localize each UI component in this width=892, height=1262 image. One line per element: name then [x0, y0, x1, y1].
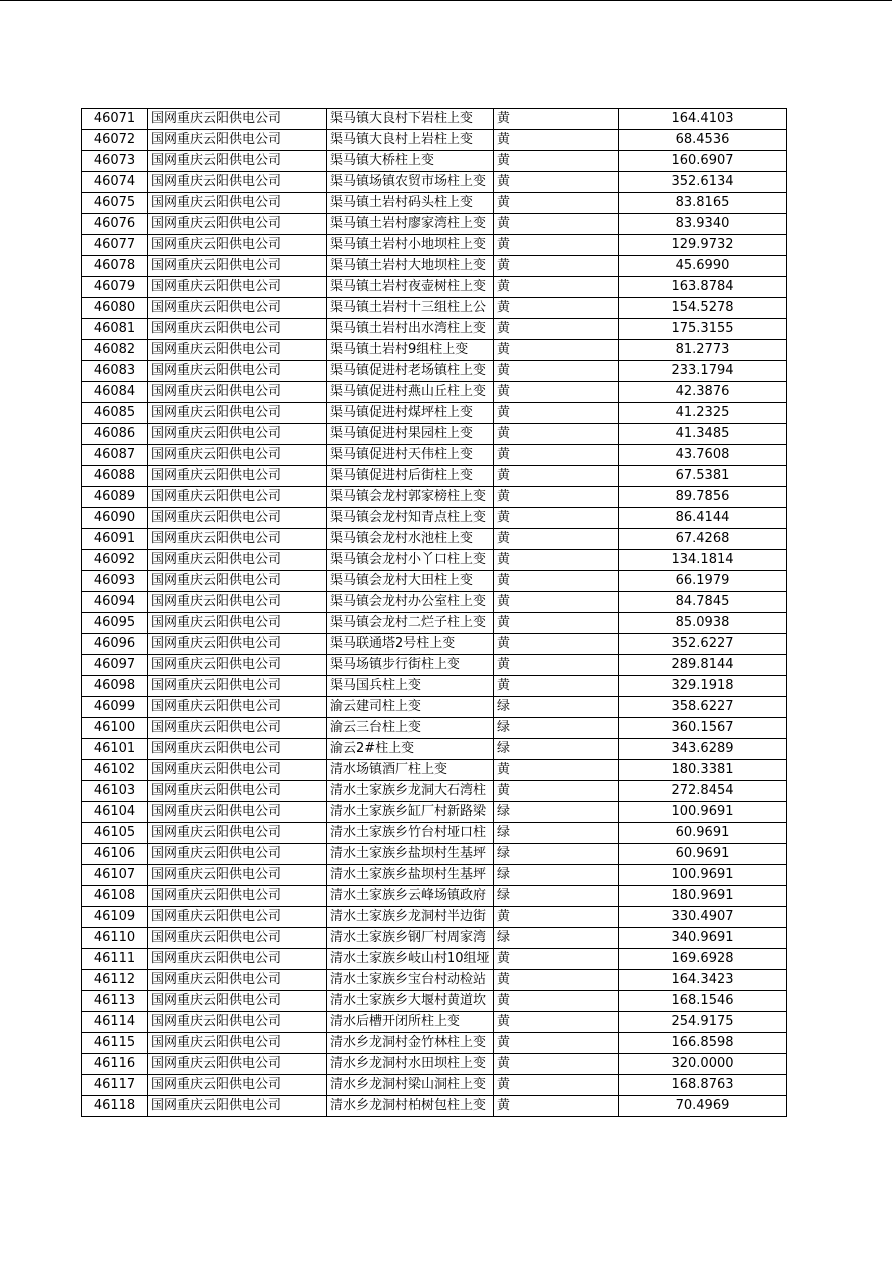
page-top-rule — [0, 0, 892, 1]
cell-grade: 黄 — [494, 130, 619, 151]
cell-transformer-name: 渠马镇促进村天伟柱上变 — [327, 445, 494, 466]
cell-value: 84.7845 — [619, 592, 787, 613]
cell-transformer-name: 渠马镇土岩村廖家湾柱上变 — [327, 214, 494, 235]
cell-id: 46071 — [82, 109, 148, 130]
cell-company: 国网重庆云阳供电公司 — [148, 676, 327, 697]
table-row — [82, 739, 787, 760]
cell-id: 46111 — [82, 949, 148, 970]
table-row — [82, 361, 787, 382]
cell-value: 320.0000 — [619, 1054, 787, 1075]
cell-value: 340.9691 — [619, 928, 787, 949]
cell-grade: 黄 — [494, 949, 619, 970]
table-row — [82, 655, 787, 676]
cell-id: 46091 — [82, 529, 148, 550]
cell-grade: 绿 — [494, 823, 619, 844]
cell-transformer-name: 清水土家族乡盐坝村生基坪 — [327, 865, 494, 886]
cell-company: 国网重庆云阳供电公司 — [148, 319, 327, 340]
cell-company: 国网重庆云阳供电公司 — [148, 277, 327, 298]
table-row — [82, 844, 787, 865]
cell-value: 89.7856 — [619, 487, 787, 508]
cell-transformer-name: 渠马联通塔2号柱上变 — [327, 634, 494, 655]
cell-transformer-name: 渠马镇促进村燕山丘柱上变 — [327, 382, 494, 403]
table-row — [82, 781, 787, 802]
cell-transformer-name: 渠马镇土岩村9组柱上变 — [327, 340, 494, 361]
cell-grade: 绿 — [494, 718, 619, 739]
cell-company: 国网重庆云阳供电公司 — [148, 424, 327, 445]
cell-company: 国网重庆云阳供电公司 — [148, 193, 327, 214]
cell-id: 46093 — [82, 571, 148, 592]
cell-transformer-name: 渠马镇促进村后街柱上变 — [327, 466, 494, 487]
cell-company: 国网重庆云阳供电公司 — [148, 760, 327, 781]
cell-grade: 黄 — [494, 256, 619, 277]
cell-value: 352.6227 — [619, 634, 787, 655]
table-row — [82, 1075, 787, 1096]
cell-grade: 黄 — [494, 676, 619, 697]
cell-id: 46089 — [82, 487, 148, 508]
cell-transformer-name: 渝云三台柱上变 — [327, 718, 494, 739]
cell-value: 352.6134 — [619, 172, 787, 193]
cell-id: 46079 — [82, 277, 148, 298]
cell-grade: 黄 — [494, 655, 619, 676]
cell-value: 83.8165 — [619, 193, 787, 214]
cell-value: 154.5278 — [619, 298, 787, 319]
cell-value: 233.1794 — [619, 361, 787, 382]
table-row — [82, 571, 787, 592]
cell-id: 46090 — [82, 508, 148, 529]
cell-id: 46118 — [82, 1096, 148, 1117]
cell-company: 国网重庆云阳供电公司 — [148, 865, 327, 886]
cell-company: 国网重庆云阳供电公司 — [148, 991, 327, 1012]
cell-id: 46106 — [82, 844, 148, 865]
cell-transformer-name: 渠马镇土岩村夜壶树柱上变 — [327, 277, 494, 298]
cell-transformer-name: 渠马镇促进村煤坪柱上变 — [327, 403, 494, 424]
cell-value: 60.9691 — [619, 823, 787, 844]
cell-id: 46085 — [82, 403, 148, 424]
cell-company: 国网重庆云阳供电公司 — [148, 781, 327, 802]
cell-grade: 黄 — [494, 466, 619, 487]
cell-id: 46102 — [82, 760, 148, 781]
cell-id: 46084 — [82, 382, 148, 403]
cell-company: 国网重庆云阳供电公司 — [148, 361, 327, 382]
cell-company: 国网重庆云阳供电公司 — [148, 340, 327, 361]
cell-id: 46099 — [82, 697, 148, 718]
cell-transformer-name: 渠马镇会龙村办公室柱上变 — [327, 592, 494, 613]
cell-value: 86.4144 — [619, 508, 787, 529]
cell-grade: 黄 — [494, 571, 619, 592]
cell-transformer-name: 渠马镇促进村果园柱上变 — [327, 424, 494, 445]
cell-transformer-name: 清水土家族乡大堰村黄道坎 — [327, 991, 494, 1012]
cell-transformer-name: 清水土家族乡竹台村垭口柱 — [327, 823, 494, 844]
cell-value: 60.9691 — [619, 844, 787, 865]
cell-value: 160.6907 — [619, 151, 787, 172]
cell-value: 360.1567 — [619, 718, 787, 739]
cell-value: 175.3155 — [619, 319, 787, 340]
cell-company: 国网重庆云阳供电公司 — [148, 718, 327, 739]
cell-transformer-name: 渠马镇土岩村小地坝柱上变 — [327, 235, 494, 256]
cell-company: 国网重庆云阳供电公司 — [148, 823, 327, 844]
cell-value: 41.3485 — [619, 424, 787, 445]
cell-grade: 黄 — [494, 1075, 619, 1096]
cell-company: 国网重庆云阳供电公司 — [148, 886, 327, 907]
cell-value: 164.4103 — [619, 109, 787, 130]
cell-transformer-name: 渠马国兵柱上变 — [327, 676, 494, 697]
cell-transformer-name: 清水乡龙洞村梁山洞柱上变 — [327, 1075, 494, 1096]
table-row — [82, 1096, 787, 1117]
cell-id: 46101 — [82, 739, 148, 760]
cell-id: 46072 — [82, 130, 148, 151]
cell-grade: 黄 — [494, 907, 619, 928]
cell-company: 国网重庆云阳供电公司 — [148, 592, 327, 613]
cell-value: 329.1918 — [619, 676, 787, 697]
cell-company: 国网重庆云阳供电公司 — [148, 151, 327, 172]
cell-grade: 黄 — [494, 613, 619, 634]
cell-company: 国网重庆云阳供电公司 — [148, 487, 327, 508]
cell-company: 国网重庆云阳供电公司 — [148, 235, 327, 256]
cell-transformer-name: 渠马镇大良村下岩柱上变 — [327, 109, 494, 130]
table-row — [82, 109, 787, 130]
cell-transformer-name: 清水场镇酒厂柱上变 — [327, 760, 494, 781]
cell-transformer-name: 渠马镇场镇农贸市场柱上变 — [327, 172, 494, 193]
cell-grade: 绿 — [494, 697, 619, 718]
cell-value: 169.6928 — [619, 949, 787, 970]
cell-grade: 黄 — [494, 214, 619, 235]
cell-grade: 黄 — [494, 382, 619, 403]
cell-transformer-name: 清水土家族乡盐坝村生基坪 — [327, 844, 494, 865]
cell-id: 46108 — [82, 886, 148, 907]
cell-grade: 黄 — [494, 361, 619, 382]
cell-company: 国网重庆云阳供电公司 — [148, 1012, 327, 1033]
table-row — [82, 718, 787, 739]
cell-id: 46112 — [82, 970, 148, 991]
table-row — [82, 991, 787, 1012]
cell-id: 46116 — [82, 1054, 148, 1075]
cell-grade: 黄 — [494, 529, 619, 550]
cell-value: 343.6289 — [619, 739, 787, 760]
table-row — [82, 214, 787, 235]
cell-id: 46104 — [82, 802, 148, 823]
cell-id: 46086 — [82, 424, 148, 445]
cell-grade: 绿 — [494, 739, 619, 760]
table-row — [82, 865, 787, 886]
cell-transformer-name: 清水土家族乡岐山村10组垭 — [327, 949, 494, 970]
cell-company: 国网重庆云阳供电公司 — [148, 172, 327, 193]
cell-grade: 黄 — [494, 760, 619, 781]
cell-value: 254.9175 — [619, 1012, 787, 1033]
cell-company: 国网重庆云阳供电公司 — [148, 655, 327, 676]
cell-company: 国网重庆云阳供电公司 — [148, 1075, 327, 1096]
cell-value: 100.9691 — [619, 802, 787, 823]
cell-company: 国网重庆云阳供电公司 — [148, 382, 327, 403]
cell-company: 国网重庆云阳供电公司 — [148, 109, 327, 130]
cell-id: 46097 — [82, 655, 148, 676]
table-row — [82, 151, 787, 172]
cell-grade: 黄 — [494, 1012, 619, 1033]
cell-id: 46105 — [82, 823, 148, 844]
cell-company: 国网重庆云阳供电公司 — [148, 1033, 327, 1054]
table-row — [82, 907, 787, 928]
data-table — [81, 108, 787, 1117]
table-row — [82, 445, 787, 466]
cell-transformer-name: 清水乡龙洞村柏树包柱上变 — [327, 1096, 494, 1117]
cell-value: 70.4969 — [619, 1096, 787, 1117]
cell-grade: 黄 — [494, 592, 619, 613]
cell-company: 国网重庆云阳供电公司 — [148, 508, 327, 529]
cell-value: 43.7608 — [619, 445, 787, 466]
table-row — [82, 1012, 787, 1033]
cell-id: 46088 — [82, 466, 148, 487]
cell-grade: 黄 — [494, 781, 619, 802]
table-body — [82, 109, 787, 1117]
cell-value: 83.9340 — [619, 214, 787, 235]
cell-transformer-name: 渠马镇会龙村水池柱上变 — [327, 529, 494, 550]
cell-grade: 黄 — [494, 1096, 619, 1117]
cell-grade: 黄 — [494, 277, 619, 298]
cell-company: 国网重庆云阳供电公司 — [148, 130, 327, 151]
cell-transformer-name: 渝云建司柱上变 — [327, 697, 494, 718]
cell-value: 42.3876 — [619, 382, 787, 403]
cell-company: 国网重庆云阳供电公司 — [148, 844, 327, 865]
cell-value: 67.5381 — [619, 466, 787, 487]
cell-transformer-name: 清水土家族乡缸厂村新路梁 — [327, 802, 494, 823]
table-row — [82, 193, 787, 214]
cell-grade: 黄 — [494, 550, 619, 571]
cell-grade: 黄 — [494, 298, 619, 319]
cell-company: 国网重庆云阳供电公司 — [148, 298, 327, 319]
cell-transformer-name: 渠马场镇步行街柱上变 — [327, 655, 494, 676]
cell-value: 180.9691 — [619, 886, 787, 907]
cell-id: 46073 — [82, 151, 148, 172]
table-row — [82, 466, 787, 487]
cell-grade: 黄 — [494, 319, 619, 340]
cell-company: 国网重庆云阳供电公司 — [148, 445, 327, 466]
cell-transformer-name: 渠马镇大良村上岩柱上变 — [327, 130, 494, 151]
table-row — [82, 277, 787, 298]
table-row — [82, 928, 787, 949]
cell-value: 85.0938 — [619, 613, 787, 634]
cell-id: 46092 — [82, 550, 148, 571]
cell-company: 国网重庆云阳供电公司 — [148, 256, 327, 277]
cell-company: 国网重庆云阳供电公司 — [148, 634, 327, 655]
cell-company: 国网重庆云阳供电公司 — [148, 970, 327, 991]
cell-value: 45.6990 — [619, 256, 787, 277]
cell-grade: 黄 — [494, 445, 619, 466]
table-row — [82, 550, 787, 571]
cell-id: 46115 — [82, 1033, 148, 1054]
cell-id: 46114 — [82, 1012, 148, 1033]
cell-id: 46077 — [82, 235, 148, 256]
cell-grade: 黄 — [494, 991, 619, 1012]
cell-company: 国网重庆云阳供电公司 — [148, 466, 327, 487]
cell-id: 46075 — [82, 193, 148, 214]
cell-id: 46083 — [82, 361, 148, 382]
cell-grade: 黄 — [494, 1054, 619, 1075]
cell-company: 国网重庆云阳供电公司 — [148, 1054, 327, 1075]
cell-company: 国网重庆云阳供电公司 — [148, 802, 327, 823]
cell-value: 358.6227 — [619, 697, 787, 718]
cell-value: 168.8763 — [619, 1075, 787, 1096]
cell-id: 46113 — [82, 991, 148, 1012]
cell-transformer-name: 渠马镇大桥柱上变 — [327, 151, 494, 172]
cell-company: 国网重庆云阳供电公司 — [148, 550, 327, 571]
table-row — [82, 172, 787, 193]
cell-transformer-name: 渠马镇会龙村二烂子柱上变 — [327, 613, 494, 634]
cell-transformer-name: 清水乡龙洞村水田坝柱上变 — [327, 1054, 494, 1075]
cell-grade: 黄 — [494, 424, 619, 445]
cell-transformer-name: 清水土家族乡云峰场镇政府 — [327, 886, 494, 907]
cell-transformer-name: 渠马镇会龙村郭家榜柱上变 — [327, 487, 494, 508]
cell-transformer-name: 渠马镇土岩村出水湾柱上变 — [327, 319, 494, 340]
cell-id: 46087 — [82, 445, 148, 466]
table-row — [82, 823, 787, 844]
cell-transformer-name: 清水乡龙洞村金竹林柱上变 — [327, 1033, 494, 1054]
cell-company: 国网重庆云阳供电公司 — [148, 613, 327, 634]
table-row — [82, 382, 787, 403]
cell-grade: 黄 — [494, 235, 619, 256]
cell-id: 46100 — [82, 718, 148, 739]
cell-id: 46098 — [82, 676, 148, 697]
cell-id: 46117 — [82, 1075, 148, 1096]
table-row — [82, 886, 787, 907]
cell-id: 46076 — [82, 214, 148, 235]
cell-grade: 黄 — [494, 508, 619, 529]
cell-company: 国网重庆云阳供电公司 — [148, 697, 327, 718]
cell-transformer-name: 渠马镇土岩村码头柱上变 — [327, 193, 494, 214]
cell-value: 67.4268 — [619, 529, 787, 550]
table-row — [82, 613, 787, 634]
table-row — [82, 235, 787, 256]
cell-value: 163.8784 — [619, 277, 787, 298]
cell-grade: 绿 — [494, 844, 619, 865]
cell-id: 46082 — [82, 340, 148, 361]
cell-company: 国网重庆云阳供电公司 — [148, 739, 327, 760]
table-row — [82, 676, 787, 697]
table-row — [82, 592, 787, 613]
table-row — [82, 256, 787, 277]
cell-grade: 黄 — [494, 109, 619, 130]
table-row — [82, 130, 787, 151]
table-row — [82, 802, 787, 823]
cell-transformer-name: 渠马镇会龙村知青点柱上变 — [327, 508, 494, 529]
cell-company: 国网重庆云阳供电公司 — [148, 949, 327, 970]
cell-value: 66.1979 — [619, 571, 787, 592]
table-row — [82, 298, 787, 319]
table-row — [82, 760, 787, 781]
cell-grade: 黄 — [494, 970, 619, 991]
cell-company: 国网重庆云阳供电公司 — [148, 214, 327, 235]
table-row — [82, 529, 787, 550]
table-row — [82, 970, 787, 991]
cell-id: 46078 — [82, 256, 148, 277]
cell-id: 46103 — [82, 781, 148, 802]
cell-transformer-name: 渝云2#柱上变 — [327, 739, 494, 760]
cell-transformer-name: 清水土家族乡宝台村动检站 — [327, 970, 494, 991]
table-row — [82, 424, 787, 445]
table-row — [82, 697, 787, 718]
cell-grade: 黄 — [494, 340, 619, 361]
table-row — [82, 1054, 787, 1075]
table-row — [82, 340, 787, 361]
table-row — [82, 403, 787, 424]
cell-value: 68.4536 — [619, 130, 787, 151]
cell-id: 46110 — [82, 928, 148, 949]
table-row — [82, 1033, 787, 1054]
cell-id: 46094 — [82, 592, 148, 613]
cell-id: 46081 — [82, 319, 148, 340]
cell-company: 国网重庆云阳供电公司 — [148, 403, 327, 424]
cell-company: 国网重庆云阳供电公司 — [148, 907, 327, 928]
cell-grade: 绿 — [494, 865, 619, 886]
cell-grade: 黄 — [494, 634, 619, 655]
cell-id: 46107 — [82, 865, 148, 886]
cell-transformer-name: 清水后槽开闭所柱上变 — [327, 1012, 494, 1033]
table-row — [82, 508, 787, 529]
cell-transformer-name: 渠马镇促进村老场镇柱上变 — [327, 361, 494, 382]
cell-grade: 黄 — [494, 1033, 619, 1054]
cell-company: 国网重庆云阳供电公司 — [148, 928, 327, 949]
cell-grade: 绿 — [494, 886, 619, 907]
table-row — [82, 634, 787, 655]
cell-company: 国网重庆云阳供电公司 — [148, 529, 327, 550]
table-row — [82, 487, 787, 508]
cell-value: 134.1814 — [619, 550, 787, 571]
cell-grade: 绿 — [494, 928, 619, 949]
cell-grade: 绿 — [494, 802, 619, 823]
cell-value: 180.3381 — [619, 760, 787, 781]
cell-value: 330.4907 — [619, 907, 787, 928]
cell-id: 46080 — [82, 298, 148, 319]
cell-value: 289.8144 — [619, 655, 787, 676]
cell-company: 国网重庆云阳供电公司 — [148, 1096, 327, 1117]
cell-id: 46074 — [82, 172, 148, 193]
cell-grade: 黄 — [494, 403, 619, 424]
cell-value: 166.8598 — [619, 1033, 787, 1054]
cell-grade: 黄 — [494, 487, 619, 508]
cell-value: 272.8454 — [619, 781, 787, 802]
cell-grade: 黄 — [494, 172, 619, 193]
cell-value: 81.2773 — [619, 340, 787, 361]
table-row — [82, 319, 787, 340]
cell-transformer-name: 清水土家族乡钢厂村周家湾 — [327, 928, 494, 949]
cell-transformer-name: 渠马镇会龙村小丫口柱上变 — [327, 550, 494, 571]
cell-transformer-name: 渠马镇土岩村十三组柱上公 — [327, 298, 494, 319]
cell-id: 46109 — [82, 907, 148, 928]
cell-transformer-name: 清水土家族乡龙洞大石湾柱 — [327, 781, 494, 802]
cell-transformer-name: 渠马镇土岩村大地坝柱上变 — [327, 256, 494, 277]
cell-value: 41.2325 — [619, 403, 787, 424]
cell-id: 46095 — [82, 613, 148, 634]
cell-transformer-name: 渠马镇会龙村大田柱上变 — [327, 571, 494, 592]
table-row — [82, 949, 787, 970]
cell-value: 164.3423 — [619, 970, 787, 991]
cell-transformer-name: 清水土家族乡龙洞村半边街 — [327, 907, 494, 928]
cell-value: 129.9732 — [619, 235, 787, 256]
cell-grade: 黄 — [494, 151, 619, 172]
cell-value: 100.9691 — [619, 865, 787, 886]
cell-grade: 黄 — [494, 193, 619, 214]
cell-company: 国网重庆云阳供电公司 — [148, 571, 327, 592]
cell-id: 46096 — [82, 634, 148, 655]
cell-value: 168.1546 — [619, 991, 787, 1012]
